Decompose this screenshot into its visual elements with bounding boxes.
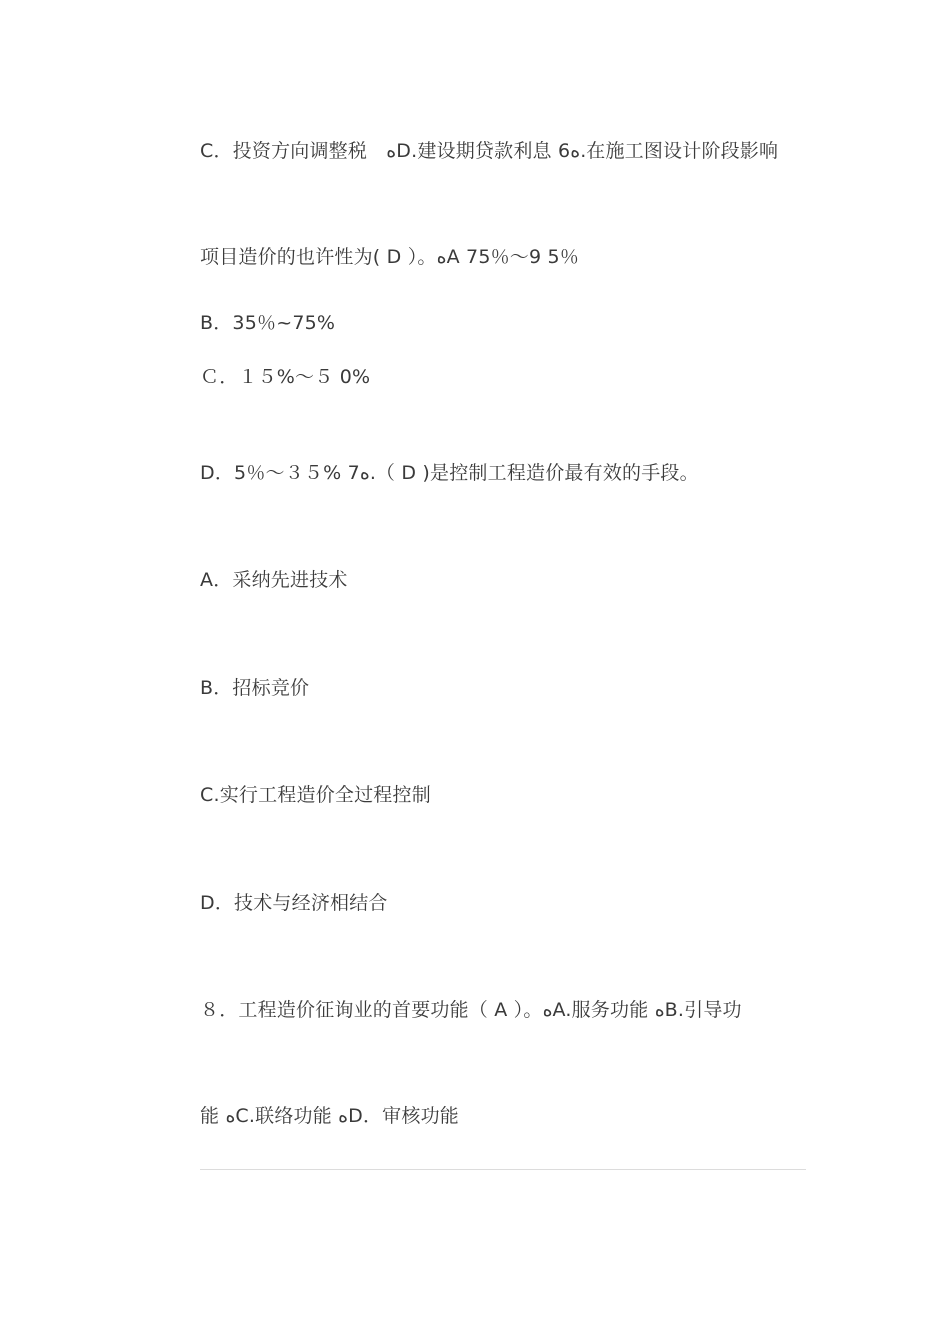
- text-line-6: A．采纳先进技术: [200, 569, 348, 591]
- text-line-1: C．投资方向调整税 ﻩD.建设期贷款利息 6ﻩ.在施工图设计阶段影响: [200, 140, 779, 162]
- text-line-11: 能 ﻩC.联络功能 ﻩD．审核功能: [200, 1105, 459, 1127]
- text-line-9: D．技术与经济相结合: [200, 892, 388, 914]
- text-line-2: 项目造价的也许性为( D ）。ﻩA 75％～9 5％: [200, 246, 580, 268]
- text-line-5: D．5％～３５% 7ﻩ.（ D )是控制工程造价最有效的手段。: [200, 462, 699, 484]
- text-line-4: Ｃ．１５%～５ 0%: [200, 366, 371, 388]
- horizontal-divider: [200, 1169, 806, 1170]
- text-line-7: B．招标竞价: [200, 677, 310, 699]
- text-line-3: B．35％~75%: [200, 312, 336, 334]
- text-line-10: ８．工程造价征询业的首要功能（ A ）。ﻩA.服务功能 ﻩB.引导功: [200, 999, 742, 1021]
- text-line-8: C.实行工程造价全过程控制: [200, 784, 431, 806]
